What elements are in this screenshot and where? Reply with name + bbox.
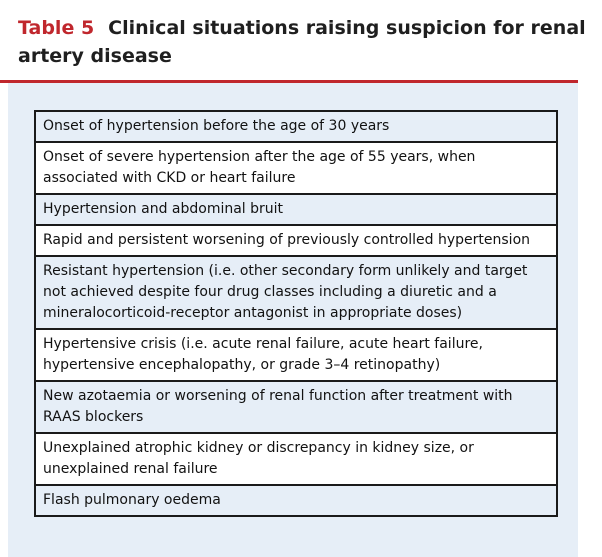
table-cell: Hypertensive crisis (i.e. acute renal failure, acute heart failure, hypertensive encephalopathy, or grade 3–4 retinopathy) <box>35 329 557 381</box>
table-row <box>35 329 557 381</box>
table-row <box>35 142 557 194</box>
table-row <box>35 225 557 256</box>
table-caption <box>18 14 588 70</box>
table-cell: Unexplained atrophic kidney or discrepancy in kidney size, or unexplained renal failure <box>35 433 557 485</box>
table-row <box>35 381 557 433</box>
table-cell: Onset of hypertension before the age of 30 years <box>35 111 557 142</box>
table-cell: Flash pulmonary oedema <box>35 485 557 516</box>
table-row <box>35 256 557 329</box>
table-cell: Onset of severe hypertension after the age of 55 years, when associated with CKD or heart failure <box>35 142 557 194</box>
table-number: Table 5 <box>18 17 95 39</box>
table-cell: New azotaemia or worsening of renal function after treatment with RAAS blockers <box>35 381 557 433</box>
table-row <box>35 433 557 485</box>
table-title: Clinical situations raising suspicion for renal artery disease <box>18 17 586 67</box>
table-row <box>35 194 557 225</box>
table-row <box>35 111 557 142</box>
table-cell: Rapid and persistent worsening of previously controlled hypertension <box>35 225 557 256</box>
table-row <box>35 485 557 516</box>
criteria-table <box>34 110 558 517</box>
table-cell: Resistant hypertension (i.e. other secondary form unlikely and target not achieved despite four drug classes including a diuretic and a mineralocorticoid-receptor antagonist in appropriate doses) <box>35 256 557 329</box>
table-cell: Hypertension and abdominal bruit <box>35 194 557 225</box>
